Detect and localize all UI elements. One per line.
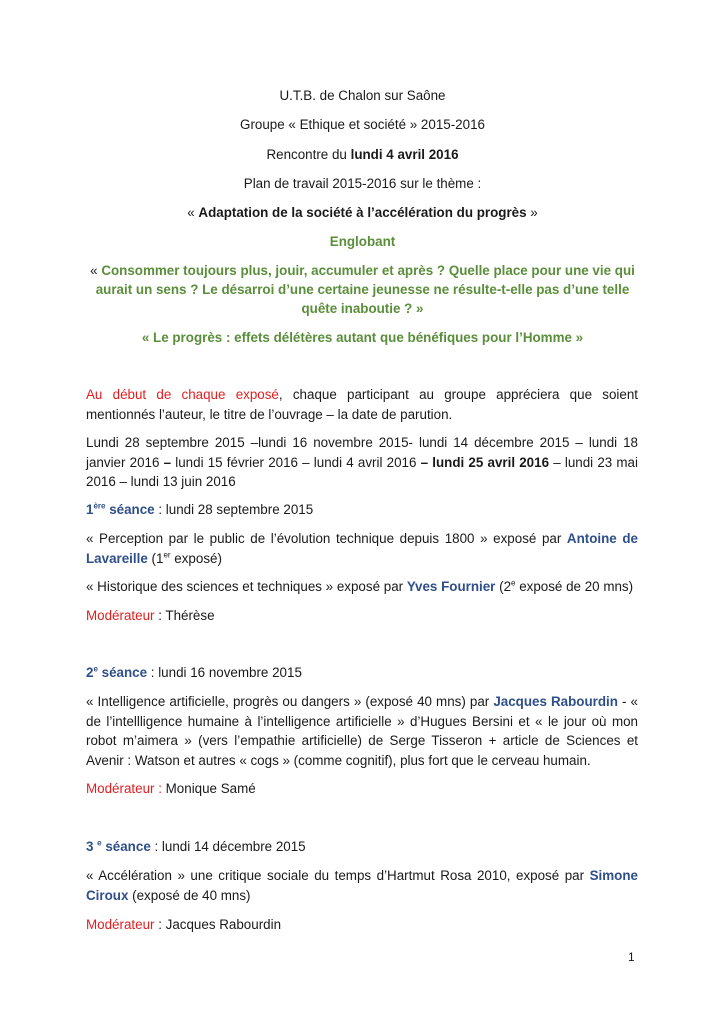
session3-moderator	[86, 915, 638, 935]
meeting-date: lundi 4 avril 2016	[350, 147, 459, 162]
session3-mod-name: : Jacques Rabourdin	[154, 917, 282, 932]
session2-text2: - « de l’intellligence humaine à l’intelligence artificielle » d’Hugues Bersini et « le jour où mon robot m’aimera » (vers l’empathie artificielle) de Serge Tisseron + article de Sciences et Avenir : Watson et autres « cogs » (comme cognitif), plus fort que le cerveau humain.	[86, 694, 638, 768]
session3-description	[86, 866, 638, 905]
session2-label: séance	[97, 665, 148, 680]
session3-num: 3	[86, 839, 98, 854]
header-plan: Plan de travail 2015-2016 sur le thème :	[243, 176, 482, 191]
session3-text2: (exposé de 40 mns)	[128, 887, 251, 903]
session3-label: séance	[101, 839, 151, 854]
theme-open: «	[187, 205, 199, 220]
session1-mod-label: Modérateur	[86, 608, 155, 623]
intro-red: Au début de chaque exposé	[86, 387, 279, 402]
session1-date: : lundi 28 septembre 2015	[154, 502, 314, 517]
englobant-quote2: « Le progrès : effets délétères autant que bénéfiques pour l’Homme »	[141, 330, 584, 345]
session1-item2	[86, 577, 638, 597]
dates-dash2: –	[420, 454, 429, 470]
session3-mod-label: Modérateur	[86, 917, 155, 932]
session1-item2-end: exposé de 20 mns)	[515, 579, 634, 594]
session1-item1-name: Antoine de Lavareille	[86, 531, 638, 566]
header-institution: U.T.B. de Chalon sur Saône	[279, 88, 446, 103]
session2-text1: « Intelligence artificielle, progrès ou dangers » (exposé 40 mns) par	[86, 694, 494, 709]
session1-item1-end: exposé)	[170, 550, 222, 566]
session1-item1-sup: er	[163, 550, 171, 560]
session3-text1: « Accélération » une critique sociale du temps d’Hartmut Rosa 2010, exposé par	[86, 868, 590, 883]
session3-date: : lundi 14 décembre 2015	[150, 839, 306, 854]
session2-mod-name: Monique Samé	[161, 781, 256, 796]
theme-title: Adaptation de la société à l’accélération du progrès	[198, 205, 527, 220]
session2-date: : lundi 16 novembre 2015	[147, 665, 302, 680]
header-meeting	[70, 145, 655, 164]
dates-part1: Lundi 28 septembre 2015 –lundi 16 novembre 2015- lundi 14 décembre 2015 – lundi 18 janvier 2016	[86, 435, 638, 470]
dates-bold: lundi 25 avril 2016	[428, 454, 550, 470]
session3-heading	[86, 837, 638, 857]
session1-sup: ère	[93, 501, 106, 511]
session1-item1-text: « Perception par le public de l’évolution technique depuis 1800 » exposé par	[86, 531, 567, 546]
session3-sup: e	[97, 838, 102, 848]
dates-paragraph	[86, 433, 638, 492]
session1-item1	[86, 529, 638, 568]
meeting-prefix: Rencontre du	[266, 147, 351, 162]
session2-description	[86, 692, 638, 770]
session1-num: 1	[86, 502, 94, 517]
theme-close: »	[526, 205, 538, 220]
intro-paragraph	[86, 385, 638, 424]
session1-item1-after: (1	[147, 550, 164, 566]
header-group: Groupe « Ethique et société » 2015-2016	[240, 117, 485, 132]
quote1-open: «	[90, 263, 102, 278]
englobant-quote1	[90, 261, 635, 318]
session1-item2-text: « Historique des sciences et techniques » exposé par	[86, 579, 407, 594]
session1-heading	[86, 500, 638, 520]
session1-mod-name: : Thérèse	[154, 608, 215, 623]
dates-part2: lundi 15 février 2016 – lundi 4 avril 2016	[171, 454, 421, 470]
page-number: 1	[628, 950, 635, 964]
session1-item2-name: Yves Fournier	[406, 579, 496, 594]
session2-num: 2	[86, 665, 94, 680]
session1-moderator	[86, 606, 638, 626]
intro-rest: , chaque participant au groupe appréciera que soient mentionnés l’auteur, le titre de l’ouvrage – la date de parution.	[86, 387, 638, 422]
dates-part3: – lundi 23 mai 2016 – lundi 13 juin 2016	[86, 454, 638, 489]
session2-mod-label: Modérateur :	[86, 781, 162, 796]
session1-item2-sup: e	[511, 578, 516, 588]
header-theme	[70, 203, 655, 222]
session2-sup: e	[93, 664, 98, 674]
session1-label: séance	[105, 502, 155, 517]
quote1-text: Consommer toujours plus, jouir, accumuler et après ? Quelle place pour une vie qui aurait un sens ? Le désarroi d’une certaine jeunesse ne résulte-t-elle pas d’une telle quête inaboutie ? »	[95, 263, 635, 316]
dates-dash1: –	[163, 454, 172, 470]
englobant-title: Englobant	[329, 234, 396, 249]
session2-heading	[86, 663, 638, 683]
session2-name: Jacques Rabourdin	[493, 694, 618, 709]
session2-moderator	[86, 779, 638, 799]
session3-name: Simone Ciroux	[86, 868, 638, 903]
session1-item2-after: (2	[495, 579, 512, 594]
